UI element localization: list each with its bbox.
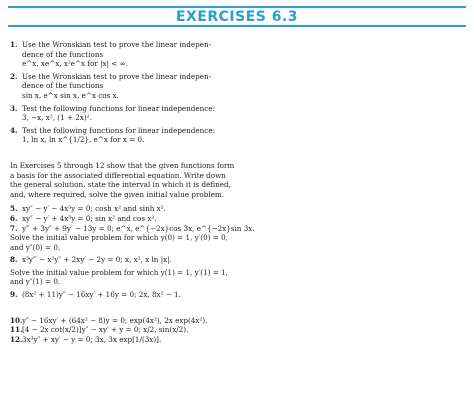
exercise-number: 9.	[10, 290, 18, 300]
exercise-9	[10, 290, 272, 300]
exercise-10	[10, 316, 272, 326]
intro-line: a basis for the associated differential equation. Write down	[10, 170, 226, 180]
exercise-number: 8.	[10, 255, 18, 265]
exercise-number: 5.	[10, 204, 18, 214]
intro-line: the general solution, state the interval in which it is defined,	[10, 180, 231, 190]
exercise-text: xy″ − y′ − 4x³y = 0; cosh x² and sinh x².	[22, 204, 166, 214]
exercise-number: 11.	[10, 325, 23, 335]
exercise-11	[10, 325, 272, 335]
exercise-list	[10, 40, 272, 344]
intro-paragraph	[10, 161, 272, 199]
exercise-1	[10, 40, 272, 69]
exercise-number: 10.	[10, 315, 23, 325]
exercise-3	[10, 104, 272, 123]
header-bottom-rule	[8, 25, 466, 27]
exercise-number: 3.	[10, 103, 18, 113]
exercise-5	[10, 204, 272, 214]
exercise-2	[10, 72, 272, 101]
intro-line: and, where required, solve the given initial value problem.	[10, 189, 224, 199]
exercise-text: dence of the functions	[22, 81, 104, 91]
exercise-text: 1, ln x, ln x^{1/2}, e^x for x = 0.	[22, 135, 145, 145]
exercise-number: 4.	[10, 125, 18, 135]
exercise-number: 7.	[10, 223, 18, 233]
intro-line: In Exercises 5 through 12 show that the given functions form	[10, 160, 235, 170]
exercise-text: y‴ + 3y″ + 9y′ − 13y = 0; e^x, e^{−2x}cos 3x, e^{−2x}sin 3x.	[22, 223, 255, 233]
exercise-text: sin x, e^x sin x, e^x cos x.	[22, 90, 119, 100]
exercise-text: e^x, xe^x, x²e^x for |x| < ∞.	[22, 59, 128, 69]
exercise-text: 3x³y″ + xy′ − y = 0; 3x, 3x exp[1/(3x)].	[22, 334, 162, 344]
exercise-number: 2.	[10, 71, 18, 81]
ivp-line: Solve the initial value problem for which y(0) = 1, y′(0) = 0,	[10, 233, 228, 243]
exercise-number: 1.	[10, 40, 18, 49]
exercise-text: (8x² + 11)y″ − 16xy′ + 16y = 0; 2x, 8x² − 1.	[22, 290, 181, 300]
exercise-6	[10, 214, 272, 224]
exercise-12	[10, 335, 272, 345]
exercise-text: x³y‴ − x²y″ + 2xy′ − 2y = 0; x, x², x ln |x|.	[22, 255, 172, 265]
exercise-text: y″ − 16xy′ + (64x² − 8)y = 0; exp(4x²), 2x exp(4x²).	[22, 315, 208, 325]
exercise-text: 3, −x, x², (1 + 2x)².	[22, 113, 92, 123]
exercise-text: dence of the functions	[22, 49, 104, 59]
exercise-7	[10, 224, 272, 234]
exercise-number: 6.	[10, 213, 18, 223]
exercise-text: Use the Wronskian test to prove the linear indepen-	[22, 40, 212, 49]
ivp-line: and y″(0) = 0.	[10, 242, 61, 252]
ivp-line: and y″(1) = 0.	[10, 277, 61, 287]
exercise-number: 12.	[10, 334, 23, 344]
exercise-text: Test the following functions for linear independence:	[22, 125, 215, 135]
exercise-8	[10, 255, 272, 265]
exercise-text: [4 − 2x cot(x/2)]y″ − xy′ + y = 0; x/2, sin(x/2).	[22, 325, 189, 335]
exercise-4	[10, 126, 272, 145]
exercise-text: xy″ − y′ + 4x³y = 0; sin x² and cos x².	[22, 213, 157, 223]
exercise-text: Test the following functions for linear independence:	[22, 103, 215, 113]
ivp-line: Solve the initial value problem for which y(1) = 1, y′(1) = 1,	[10, 267, 228, 277]
ivp-instruction-2	[10, 268, 272, 287]
exercise-text: Use the Wronskian test to prove the linear indepen-	[22, 71, 212, 81]
ivp-instruction-1	[10, 233, 272, 252]
page-title: EXERCISES 6.3	[175, 9, 299, 25]
